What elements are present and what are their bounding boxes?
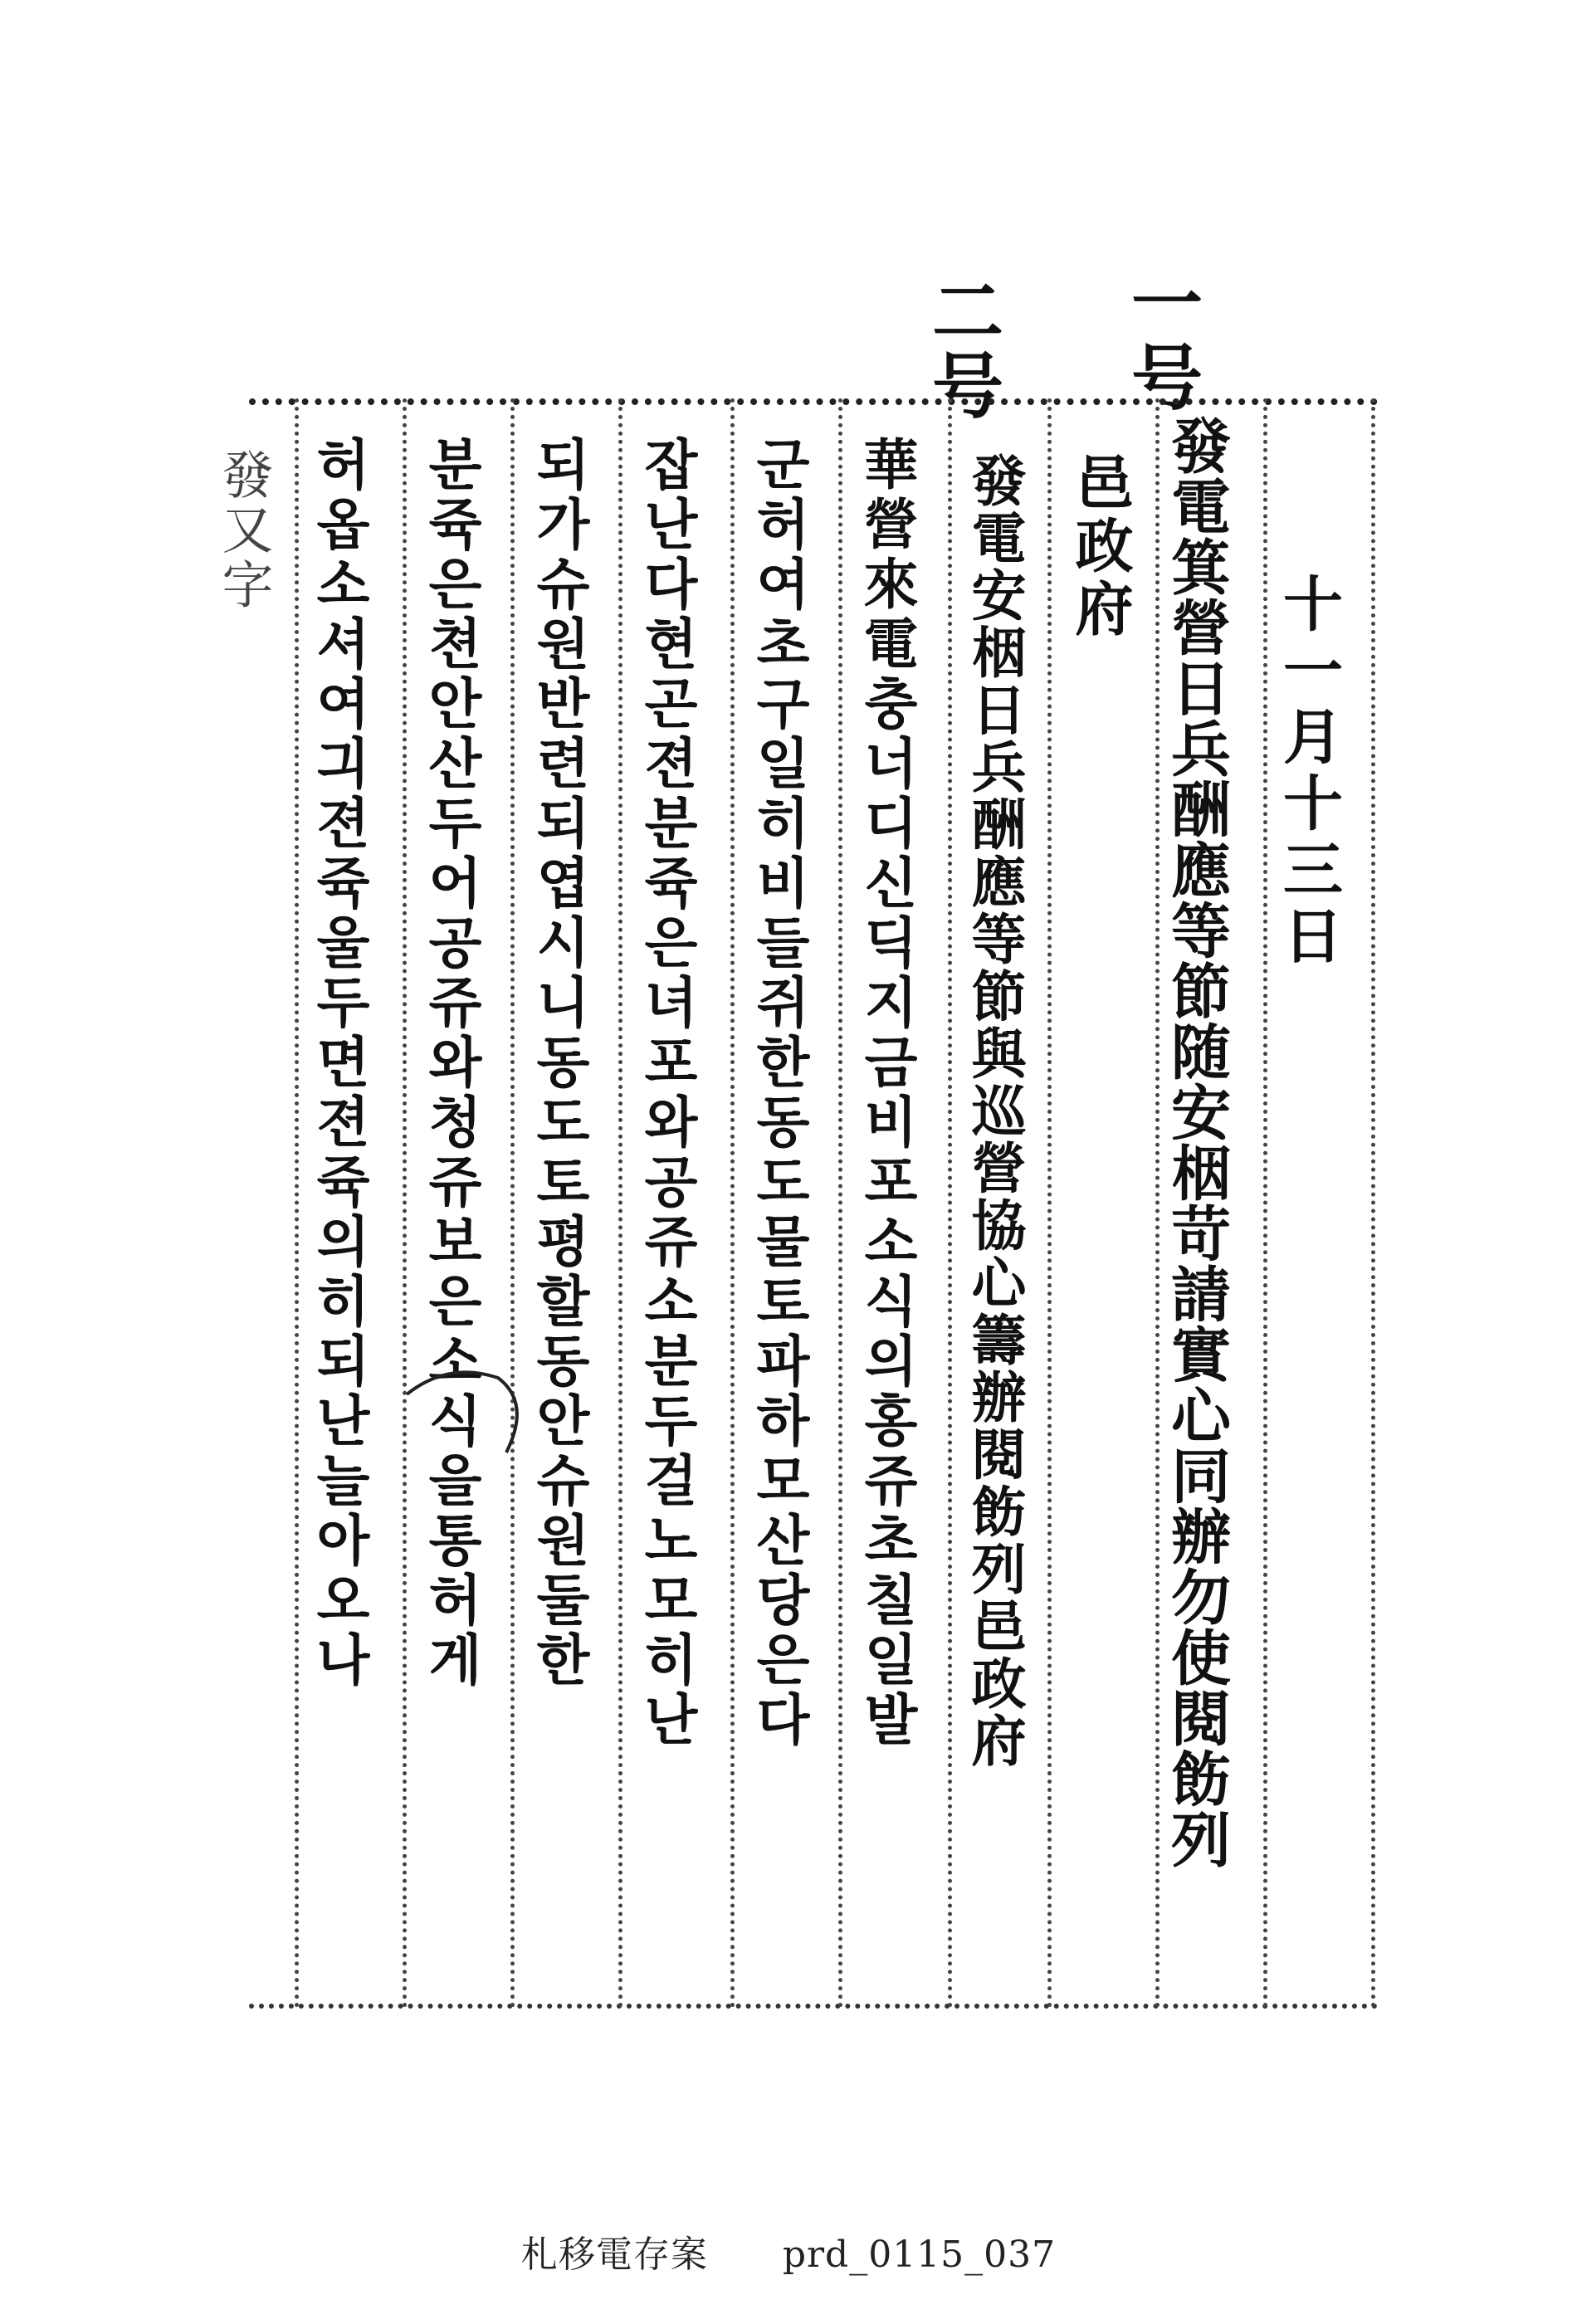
text-column: 華營來電충너디신딕지금비포소식의홍쥬초칠일발 [854, 436, 919, 1750]
column-rule [1047, 398, 1052, 2009]
column-rule [1155, 398, 1160, 2009]
column-rule [618, 398, 622, 2009]
text-column: 發電安栶日兵酬應等節與巡營協心籌辦閱飭列邑政府 [962, 452, 1027, 1770]
page-footer [0, 2224, 1577, 2278]
column-rule [948, 398, 952, 2009]
column-rule [403, 398, 407, 2009]
text-column: 邑政府 [1066, 452, 1135, 642]
collection-title: 札移電存案 [520, 2234, 708, 2276]
column-rule [730, 398, 735, 2009]
text-column: 잡난다현곤젼분쥭은녀포와공쥬소분두걸노모히난 [634, 436, 699, 1750]
column-rule [510, 398, 515, 2009]
column-rule [1263, 398, 1267, 2009]
column-rule [1371, 398, 1375, 2009]
column-rule [295, 398, 299, 2009]
heading-label-two: 二号 [920, 274, 1003, 423]
page-id: prd_0115_037 [782, 2234, 1057, 2276]
heading-label-one: 一号 [1119, 266, 1203, 415]
text-column: 되가슈원반련되엽시니동도토평할동안슈원둘한 [526, 436, 591, 1691]
pen-correction-mark [398, 1345, 531, 1477]
text-column: 군허여초구일히비들쥐한동도물토파하모산당은다 [746, 436, 811, 1750]
margin-note: 發又字 [213, 448, 274, 613]
text-column: 분쥭은쳔안산두어공쥬와청쥬보은소식을통허게 [418, 436, 483, 1691]
text-column: 發電箕營日兵酬應等節随安栶苛請實心同辦勿使閱飭列 [1161, 415, 1232, 1869]
column-rule [838, 398, 842, 2009]
text-column: 허옵소셔여긔젼쥭울두면젼쥭의히되난늘아오나 [306, 436, 371, 1691]
date-column: 十一月十三日 [1273, 573, 1344, 971]
